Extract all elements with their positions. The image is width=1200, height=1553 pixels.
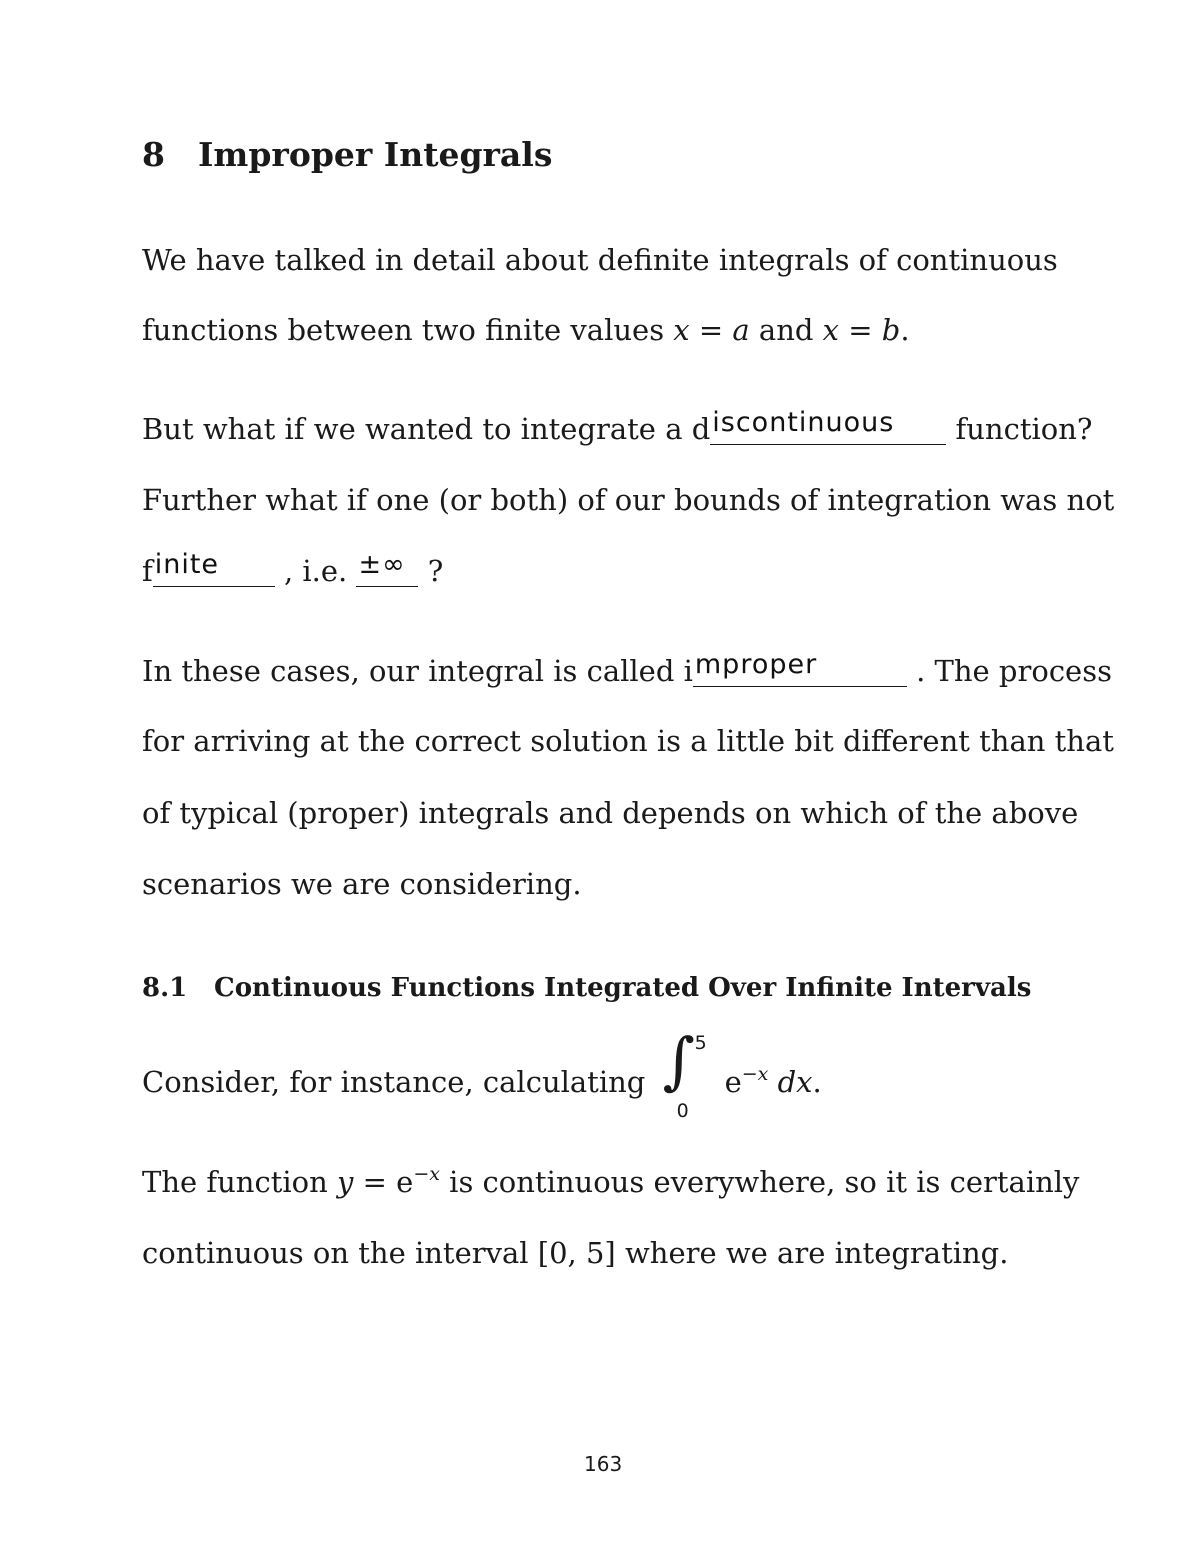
paragraph-1-line-1: We have talked in detail about definite integrals of continuous	[142, 243, 1058, 277]
paragraph-3-line-4: scenarios we are considering.	[142, 867, 582, 901]
paragraph-5-line-2: continuous on the interval [0, 5] where we are integrating.	[142, 1236, 1009, 1270]
p2-f: f	[142, 554, 153, 588]
paragraph-2-line-3	[142, 549, 444, 590]
p1-text: functions between two finite values	[142, 313, 674, 347]
integrand-base: e	[724, 1065, 742, 1099]
integrand-exponent: −x	[741, 1063, 769, 1085]
p2-text-end: function?	[946, 412, 1093, 446]
section-title: Improper Integrals	[198, 135, 553, 174]
subsection-title: Continuous Functions Integrated Over Infinite Intervals	[214, 973, 1032, 1003]
math-eq: =	[839, 313, 882, 347]
subsection-heading	[142, 973, 1031, 1003]
page-number: 163	[584, 1452, 623, 1476]
definite-integral	[655, 1024, 725, 1122]
handwritten-answer: ±∞	[358, 549, 406, 580]
subsection-number: 8.1	[142, 973, 188, 1003]
math-exponent: −x	[413, 1163, 440, 1185]
math-b: b	[881, 313, 901, 347]
math-x: x	[822, 313, 840, 347]
p4-text: Consider, for instance, calculating	[142, 1065, 655, 1099]
math-eq-e: = e	[353, 1165, 414, 1199]
math-a: a	[732, 313, 750, 347]
integral-upper-limit: 5	[694, 1032, 707, 1054]
section-heading	[142, 135, 552, 174]
p5-text-end: is continuous everywhere, so it is certainly	[439, 1165, 1080, 1199]
integral-lower-limit: 0	[676, 1100, 689, 1122]
paragraph-3-line-3: of typical (proper) integrals and depends on which of the above	[142, 796, 1079, 830]
integral-sign: ∫	[662, 1024, 695, 1097]
p3-text-end: . The process	[906, 654, 1112, 688]
math-eq: =	[689, 313, 733, 347]
fill-blank-improper	[693, 649, 907, 687]
p1-and: and	[749, 313, 823, 347]
p1-end: .	[900, 313, 910, 347]
math-x: x	[673, 313, 690, 347]
paragraph-2-line-2: Further what if one (or both) of our bounds of integration was not	[142, 483, 1115, 517]
paragraph-5-line-1	[142, 1163, 1079, 1201]
paragraph-1-line-2	[142, 311, 910, 349]
paragraph-3-line-2: for arriving at the correct solution is a little bit different than that	[142, 724, 1114, 758]
paragraph-4	[142, 1024, 822, 1122]
math-y: y	[337, 1165, 354, 1199]
paragraph-3-line-1	[142, 649, 1112, 690]
handwritten-answer: iscontinuous	[712, 407, 895, 438]
fill-blank-finite	[153, 549, 275, 587]
p4-end: .	[812, 1065, 822, 1099]
fill-blank-infinity	[356, 549, 418, 587]
p3-text: In these cases, our integral is called i	[142, 654, 693, 688]
p2-ie: , i.e.	[274, 554, 357, 588]
p2-question: ?	[418, 554, 444, 588]
section-number: 8	[142, 135, 165, 174]
paragraph-2-line-1	[142, 407, 1093, 448]
fill-blank-discontinuous	[710, 407, 946, 445]
handwritten-answer: mproper	[694, 649, 818, 680]
handwritten-answer: inite	[154, 549, 220, 580]
p2-text: But what if we wanted to integrate a d	[142, 412, 711, 446]
differential: dx	[777, 1065, 813, 1099]
p5-text: The function	[142, 1165, 338, 1199]
